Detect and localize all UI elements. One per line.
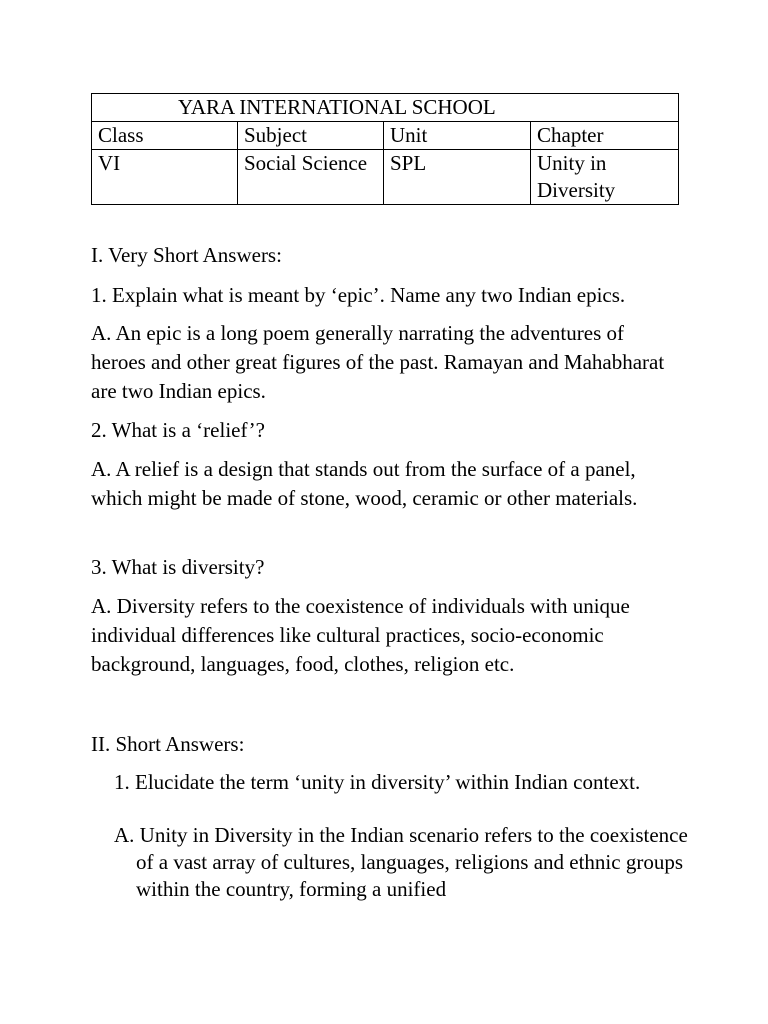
header-chapter: Chapter bbox=[531, 122, 679, 150]
school-info-table bbox=[91, 93, 679, 205]
school-name: YARA INTERNATIONAL SCHOOL bbox=[92, 94, 679, 122]
question-1: 1. Explain what is meant by ‘epic’. Name any two Indian epics. bbox=[91, 283, 626, 307]
value-class: VI bbox=[92, 150, 238, 205]
table-header-row bbox=[92, 122, 679, 150]
answer-3: A. Diversity refers to the coexistence of individuals with unique individual differences like cultural practices, socio-economic background, languages, food, clothes, religion etc. bbox=[91, 594, 630, 676]
header-subject: Subject bbox=[238, 122, 384, 150]
value-unit: SPL bbox=[384, 150, 531, 205]
short-question-1: 1. Elucidate the term ‘unity in diversity’ within Indian context. bbox=[114, 770, 641, 794]
section-heading-very-short: I. Very Short Answers: bbox=[91, 243, 282, 267]
section-heading-short: II. Short Answers: bbox=[91, 732, 245, 756]
question-3: 3. What is diversity? bbox=[91, 555, 265, 579]
question-2: 2. What is a ‘relief’? bbox=[91, 418, 265, 442]
table-value-row bbox=[92, 150, 679, 205]
header-unit: Unit bbox=[384, 122, 531, 150]
value-chapter: Unity in Diversity bbox=[531, 150, 679, 205]
value-subject: Social Science bbox=[238, 150, 384, 205]
header-class: Class bbox=[92, 122, 238, 150]
answer-1: A. An epic is a long poem generally narrating the adventures of heroes and other great figures of the past. Ramayan and Mahabharat are two Indian epics. bbox=[91, 321, 665, 403]
table-title-row bbox=[92, 94, 679, 122]
short-answer-1: A. Unity in Diversity in the Indian scenario refers to the coexistence of a vast array of cultures, languages, religions and ethnic groups within the country, forming a unified bbox=[114, 823, 688, 901]
answer-2: A. A relief is a design that stands out from the surface of a panel, which might be made of stone, wood, ceramic or other materials. bbox=[91, 457, 638, 510]
